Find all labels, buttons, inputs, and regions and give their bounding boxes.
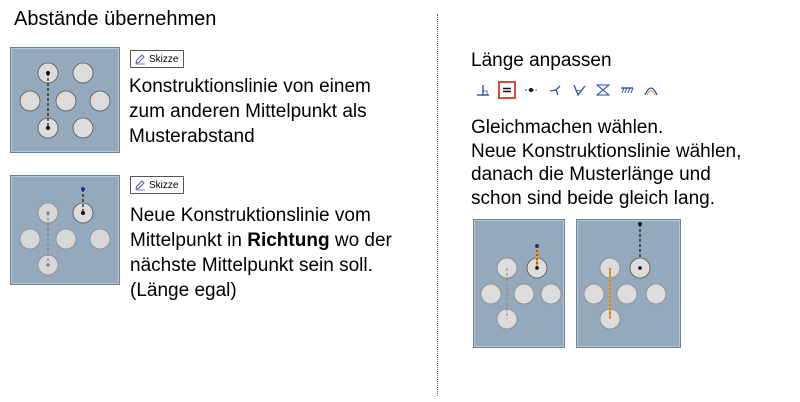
angle-icon[interactable] <box>570 81 588 99</box>
step1-description: Konstruktionslinie von einem zum anderen Mittelpunkt als Musterabstand <box>129 76 371 147</box>
tangent-icon[interactable] <box>546 81 564 99</box>
skizze-badge-2 <box>130 176 184 194</box>
midpoint-icon[interactable] <box>522 81 540 99</box>
right-description: Gleichmachen wählen. Neue Konstruktionslinie wählen, danach die Musterlänge und schon sind beide gleich lang. <box>471 117 742 209</box>
pencil-icon <box>134 53 146 65</box>
curvature-icon[interactable] <box>642 81 660 99</box>
symmetric-icon[interactable] <box>594 81 612 99</box>
left-title: Abstände übernehmen <box>14 8 217 30</box>
skizze-badge-1 <box>130 50 184 68</box>
pencil-icon <box>134 179 146 191</box>
sketch-preview-4 <box>576 219 681 348</box>
sketch-preview-2 <box>10 175 120 285</box>
step2-description: Neue Konstruktionslinie vom Mittelpunkt in Richtung wo der nächste Mittelpunkt sein soll. (Länge egal) <box>130 205 392 301</box>
fix-icon[interactable] <box>618 81 636 99</box>
perpendicular-icon[interactable] <box>474 81 492 99</box>
equal-icon[interactable] <box>498 81 516 99</box>
column-divider <box>437 14 438 396</box>
sketch-preview-1 <box>10 47 120 153</box>
constraint-toolbar <box>474 81 660 99</box>
skizze-label: Skizze <box>149 53 179 65</box>
sketch-preview-3 <box>473 219 565 348</box>
skizze-label: Skizze <box>149 179 179 191</box>
right-title: Länge anpassen <box>471 50 612 71</box>
emphasis-text: Richtung <box>247 230 330 251</box>
